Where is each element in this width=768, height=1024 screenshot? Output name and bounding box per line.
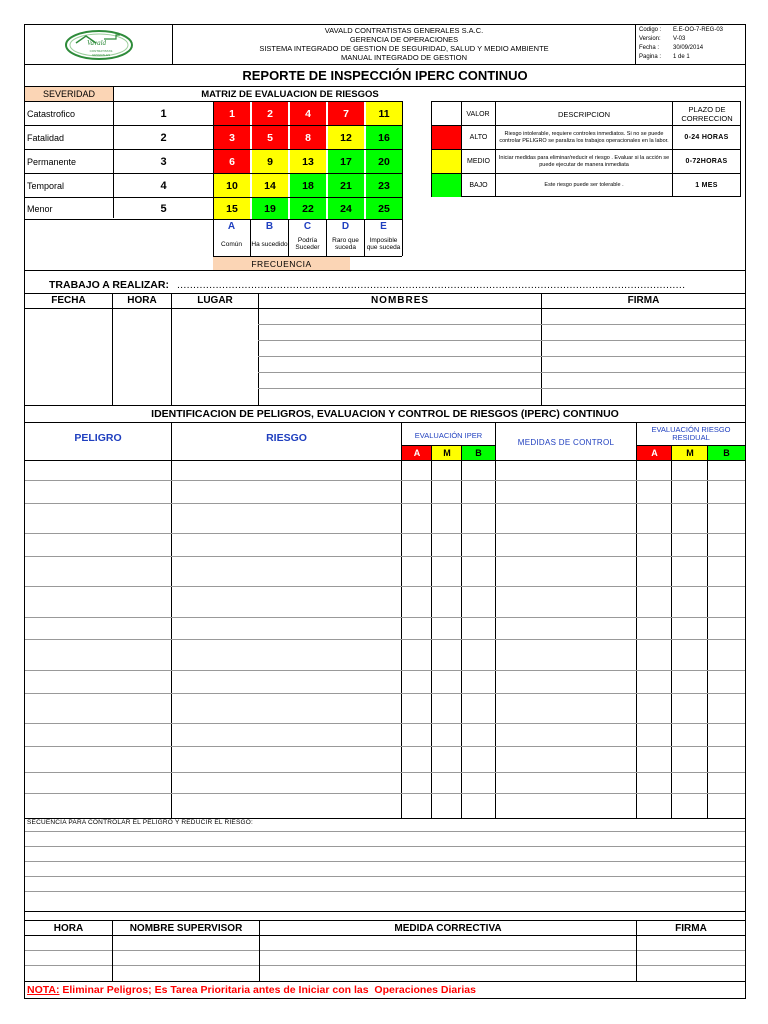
risk-matrix-cell: 1	[214, 102, 251, 125]
meta-value: E.E-OO-7-REG-03	[673, 27, 724, 33]
logo-text: Vavald	[87, 39, 107, 47]
severity-name: Permanente	[27, 156, 77, 167]
col-hora: HORA	[127, 294, 157, 306]
company-logo	[35, 28, 163, 62]
col-nombres: NOMBRES	[370, 294, 430, 306]
risk-matrix-cell: 16	[366, 126, 403, 149]
col-eval-residual: EVALUACIÓN RIESGO RESIDUAL	[651, 425, 731, 442]
risk-matrix-cell: 21	[328, 174, 365, 197]
severity-name: Catastrofico	[27, 108, 76, 119]
legend-color-swatch	[432, 150, 461, 173]
col-lugar: LUGAR	[197, 294, 233, 306]
frequency-columns	[213, 220, 402, 256]
meta-version	[639, 35, 745, 44]
severity-number: 3	[160, 155, 167, 168]
risk-matrix-cell: 15	[214, 198, 251, 219]
iper-a-header: A	[402, 446, 432, 460]
meta-code	[639, 26, 745, 35]
work-dots: ..............................................................................................................................................................	[176, 279, 686, 291]
freq-desc: Raro que suceda	[332, 237, 359, 251]
freq-letter: A	[227, 220, 236, 232]
freq-desc: Podría Suceder	[295, 237, 320, 251]
meta-label: Codigo :	[639, 27, 662, 33]
severity-name: Fatalidad	[27, 132, 65, 143]
meta-value: 30/09/2014	[673, 45, 704, 51]
note-text: Eliminar Peligros; Es Tarea Prioritaria antes de Iniciar con las Operaciones Diarias	[59, 984, 476, 996]
col-eval-iper: EVALUACIÓN IPER	[414, 430, 483, 440]
meta-date	[639, 44, 745, 53]
manual-name: MANUAL INTEGRADO DE GESTION	[341, 53, 467, 62]
freq-letter: B	[265, 220, 274, 232]
col-peligro: PELIGRO	[74, 432, 122, 444]
freq-letter: C	[303, 220, 312, 232]
col-sup-hora: HORA	[53, 922, 84, 934]
col-sup-medida: MEDIDA CORRECTIVA	[394, 922, 502, 934]
legend-valor: ALTO	[469, 134, 488, 141]
risk-matrix-cell: 25	[366, 198, 403, 219]
col-sup-nombre: NOMBRE SUPERVISOR	[129, 922, 243, 934]
document-meta	[639, 26, 745, 62]
meta-page	[639, 53, 745, 62]
severity-number: 2	[160, 131, 167, 144]
risk-matrix-cell: 9	[252, 150, 289, 173]
legend-plazo: 0-72HORAS	[685, 158, 728, 165]
legend-descripcion: Iniciar medidas para eliminar/reducir el riesgo . Evaluar si la acción se puede ejecutar de manera inmediata	[498, 155, 670, 168]
risk-matrix-cell: 14	[252, 174, 289, 197]
meta-label: Pagina :	[639, 54, 662, 60]
meta-label: Fecha :	[639, 45, 660, 51]
iper-b-header: B	[462, 446, 495, 460]
risk-matrix-cell: 22	[290, 198, 327, 219]
risk-matrix-cell: 4	[290, 102, 327, 125]
legend-header-valor: VALOR	[466, 110, 490, 118]
department-name: GERENCIA DE OPERACIONES	[349, 35, 459, 44]
severity-label: SEVERIDAD	[25, 87, 113, 101]
severity-name: Temporal	[27, 180, 65, 191]
footer-note	[27, 983, 743, 997]
freq-desc: Imposible que suceda	[366, 237, 401, 251]
legend-descripcion: Este riesgo puede ser tolerable .	[544, 182, 624, 189]
risk-matrix-cell: 6	[214, 150, 251, 173]
risk-matrix-cell: 8	[290, 126, 327, 149]
form-title: REPORTE DE INSPECCIÓN IPERC CONTINUO	[242, 67, 528, 83]
severity-number: 4	[160, 179, 167, 192]
logo-subtext: CONTRATISTAS GENERALES	[89, 49, 113, 57]
risk-matrix-cell: 11	[366, 102, 403, 125]
residual-b-header: B	[708, 446, 745, 460]
note-label: NOTA:	[27, 984, 60, 996]
col-firma: FIRMA	[627, 294, 660, 306]
risk-matrix-cell: 24	[328, 198, 365, 219]
legend-valor: BAJO	[469, 182, 488, 189]
col-medidas: MEDIDAS DE CONTROL	[517, 437, 615, 447]
risk-matrix-cell: 20	[366, 150, 403, 173]
iper-m-header: M	[432, 446, 462, 460]
matrix-title: MATRIZ DE EVALUACION DE RIESGOS	[201, 88, 379, 100]
inspection-form	[24, 24, 746, 999]
severity-number: 5	[160, 202, 167, 215]
legend-plazo: 0-24 HORAS	[684, 134, 729, 141]
system-name: SISTEMA INTEGRADO DE GESTION DE SEGURIDAD, SALUD Y MEDIO AMBIENTE	[259, 44, 549, 53]
risk-matrix-cell: 13	[290, 150, 327, 173]
legend-descripcion: Riesgo intolerable, requiere controles inmediatos. Si no se puede controlar PELIGRO se paraliza los trabajos operacionales en la labor.	[499, 131, 669, 144]
header-center	[173, 26, 635, 64]
risk-matrix-cell: 7	[328, 102, 365, 125]
freq-desc: Común	[221, 240, 242, 248]
meta-label: Version:	[639, 36, 661, 42]
legend-valor: MEDIO	[467, 158, 490, 165]
meta-value: V-03	[673, 36, 686, 42]
freq-letter: E	[380, 220, 387, 232]
risk-matrix-cell: 19	[252, 198, 289, 219]
risk-matrix-cell: 5	[252, 126, 289, 149]
risk-matrix-cell: 2	[252, 102, 289, 125]
risk-matrix-cell: 17	[328, 150, 365, 173]
work-label-row	[49, 279, 739, 291]
severity-number: 1	[160, 107, 167, 120]
severity-name: Menor	[27, 203, 53, 214]
legend-color-swatch	[432, 126, 461, 149]
meta-value: 1 de 1	[673, 54, 690, 60]
legend-color-swatch	[432, 174, 461, 197]
col-riesgo: RIESGO	[266, 432, 307, 444]
legend-header-descripcion: DESCRIPCION	[557, 109, 611, 119]
legend-header-plazo: PLAZO DE CORRECCION	[681, 105, 733, 123]
freq-letter: D	[341, 220, 350, 232]
risk-matrix-cell: 10	[214, 174, 251, 197]
work-label: TRABAJO A REALIZAR:	[49, 279, 169, 291]
legend-plazo: 1 MES	[695, 182, 718, 189]
risk-matrix-cell: 3	[214, 126, 251, 149]
risk-matrix-cell: 18	[290, 174, 327, 197]
risk-legend	[431, 101, 741, 197]
col-sup-firma: FIRMA	[675, 922, 707, 934]
risk-matrix-cell: 12	[328, 126, 365, 149]
company-name: VAVALD CONTRATISTAS GENERALES S.A.C.	[324, 26, 484, 35]
residual-a-header: A	[637, 446, 672, 460]
freq-desc: Ha sucedido	[251, 240, 288, 248]
iperc-title: IDENTIFICACION DE PELIGROS, EVALUACION Y CONTROL DE RIESGOS (IPERC) CONTINUO	[151, 408, 619, 420]
sequence-label: SECUENCIA PARA CONTROLAR EL PELIGRO Y REDUCIR EL RIESGO:	[27, 819, 253, 826]
residual-m-header: M	[672, 446, 708, 460]
col-fecha: FECHA	[51, 294, 86, 306]
frequency-label: FRECUENCIA	[213, 257, 350, 270]
risk-matrix-cell: 23	[366, 174, 403, 197]
